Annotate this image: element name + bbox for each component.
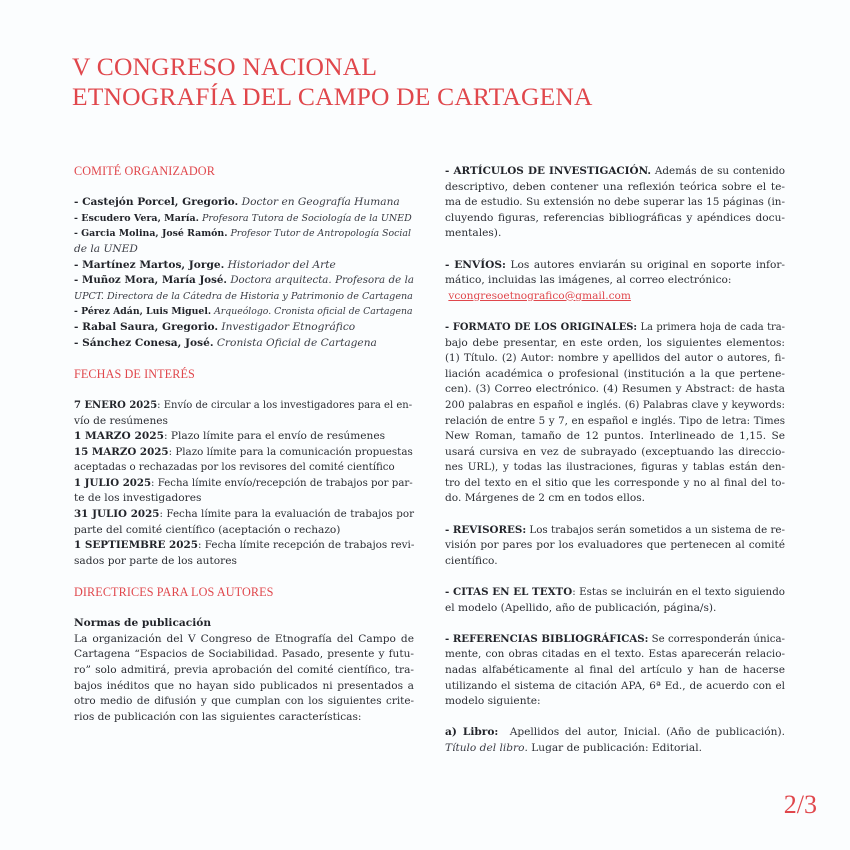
- paragraph-line: rios de publicación con las siguientes características:: [74, 710, 362, 723]
- comite-heading: COMITÉ ORGANIZADOR: [74, 164, 215, 178]
- paragraph-line: relación de entre 5 y 7, en español e inglés. Tipo de letra: Times: [445, 414, 785, 427]
- envios-section: [445, 258, 785, 305]
- paragraph-line: tro del texto en el sitio que les corresponde y no al final del to-: [445, 476, 785, 489]
- paragraph-line: Título del libro. Lugar de publicación: Editorial.: [445, 741, 702, 754]
- section-first-line: - CITAS EN EL TEXTO: Estas se incluirán en el texto siguiendo: [445, 586, 785, 599]
- paragraph-line: cen). (3) Correo electrónico. (4) Resumen y Abstract: de hasta: [445, 383, 785, 396]
- list-item: - Sánchez Conesa, José. Cronista Oficial de Cartagena: [74, 336, 377, 349]
- list-item: - Pérez Adán, Luis Miguel. Arqueólogo. Cronista oficial de Cartagena: [74, 306, 413, 318]
- paragraph-line: 200 palabras en español e inglés. (6) Palabras clave y keywords:: [445, 398, 785, 411]
- paragraph-line: utilizando el sistema de citación APA, 6ª Ed., de acuerdo con el: [445, 679, 785, 692]
- date-item-cont: parte del comité científico (aceptación o rechazo): [74, 523, 341, 536]
- title-line-2: ETNOGRAFÍA DEL CAMPO DE CARTAGENA: [72, 82, 593, 111]
- list-item: - Rabal Saura, Gregorio. Investigador Etnográfico: [74, 320, 356, 333]
- date-item: 31 JULIO 2025: Fecha límite para la evaluación de trabajos por: [74, 508, 414, 521]
- paragraph-line: (1) Título. (2) Autor: nombre y apellidos del autor o autores, fi-: [445, 352, 785, 365]
- title-line-1: V CONGRESO NACIONAL: [72, 52, 378, 81]
- paragraph-line: nes URL), y todas las ilustraciones, figuras y tablas están den-: [445, 461, 785, 474]
- paragraph-line: usará cursiva en vez de subrayado (exceptuando las direccio-: [445, 445, 785, 458]
- date-item-cont: vío de resúmenes: [74, 414, 168, 427]
- section-first-line: - REFERENCIAS BIBLIOGRÁFICAS: Se corresponderán única-: [445, 632, 785, 645]
- paragraph-line: do. Márgenes de 2 cm en todos ellos.: [445, 492, 646, 505]
- section-first-line: - FORMATO DE LOS ORIGINALES: La primera hoja de cada tra-: [445, 321, 785, 333]
- paragraph-line: modelo siguiente:: [445, 695, 541, 708]
- paragraph-line: descriptivo, deben contener una reflexión teórica sobre el te-: [445, 180, 785, 193]
- list-item: - Martínez Martos, Jorge. Historiador del Arte: [74, 258, 336, 271]
- referencias-section: [445, 632, 785, 710]
- citas-section: [445, 585, 785, 616]
- paragraph-line: liación académica o profesional (institución a la que pertene-: [445, 367, 785, 380]
- paragraph-line: ma de estudio. Su extensión no debe superar las 15 páginas (in-: [445, 196, 785, 209]
- revisores-section: [445, 523, 785, 570]
- email-link[interactable]: vcongresoetnografico@gmail.com: [448, 289, 631, 302]
- date-item-cont: sados por parte de los autores: [74, 554, 237, 567]
- articulos-section: [445, 164, 785, 242]
- email-link-line: [445, 289, 785, 305]
- section-first-line: - ENVÍOS: Los autores enviarán su original en soporte infor-: [445, 258, 785, 271]
- date-item: 1 SEPTIEMBRE 2025: Fecha límite recepción de trabajos revi-: [74, 539, 415, 552]
- paragraph-line: otro medio de difusión y que cumplan con los siguientes crite-: [74, 695, 414, 708]
- libro-section: [445, 725, 785, 756]
- paragraph-line: La organización del V Congreso de Etnografía del Campo de: [74, 632, 414, 645]
- directrices-body: [74, 616, 414, 725]
- left-column: [74, 164, 414, 725]
- paragraph-line: científico.: [445, 554, 498, 567]
- page-title: [72, 52, 593, 112]
- paragraph-line: visión por pares por los evaluadores que pertenecen al comité: [445, 539, 785, 552]
- section-first-line: - ARTÍCULOS DE INVESTIGACIÓN. Además de su contenido: [445, 165, 785, 177]
- paragraph-line: bajo debe presentar, en este orden, los siguientes elementos:: [445, 336, 785, 349]
- comite-list: [74, 195, 414, 351]
- list-item: - Garcia Molina, José Ramón. Profesor Tutor de Antropología Social: [74, 228, 411, 240]
- paragraph-line: el modelo (Apellido, año de publicación, página/s).: [445, 601, 717, 614]
- paragraph-line: cluyendo figuras, referencias bibliográficas y apéndices docu-: [445, 211, 785, 224]
- paragraph-line: mente, con obras citadas en el texto. Estas aparecerán relacio-: [445, 648, 785, 661]
- date-item: 1 MARZO 2025: Plazo límite para el envío de resúmenes: [74, 430, 386, 443]
- date-item: 15 MARZO 2025: Plazo límite para la comunicación propuestas: [74, 445, 413, 458]
- paragraph-line: nadas alfabéticamente al final del artículo y han de hacerse: [445, 664, 785, 676]
- paragraph-line: mentales).: [445, 227, 502, 240]
- list-item: - Castejón Porcel, Gregorio. Doctor en Geografía Humana: [74, 196, 400, 209]
- page-number: 2/3: [783, 790, 817, 819]
- date-item-cont: aceptadas o rechazadas por los revisores del comité científico: [74, 462, 395, 474]
- list-item-cont: UPCT. Directora de la Cátedra de Historia y Patrimonio de Cartagena: [74, 290, 413, 302]
- date-item: 1 JULIO 2025: Fecha límite envío/recepción de trabajos por par-: [74, 476, 413, 489]
- list-item-cont: de la UNED: [74, 242, 138, 255]
- paragraph-line: mático, incluidas las imágenes, al correo electrónico:: [445, 274, 732, 287]
- paragraph-line: New Roman, tamaño de 12 puntos. Interlineado de 1,15. Se: [445, 430, 785, 443]
- fechas-list: [74, 398, 414, 570]
- fechas-heading: FECHAS DE INTERÉS: [74, 366, 195, 381]
- list-item: - Escudero Vera, María. Profesora Tutora de Sociología de la UNED: [74, 212, 412, 224]
- paragraph-line: bajos inéditos que no hayan sido publicados ni presentados a: [74, 679, 414, 692]
- formato-section: [445, 320, 785, 507]
- date-item: 7 ENERO 2025: Envío de circular a los investigadores para el en-: [74, 399, 413, 411]
- paragraph-line: Cartagena “Espacios de Sociabilidad. Pasado, presente y futu-: [74, 648, 414, 661]
- right-column: [445, 164, 785, 757]
- list-item: - Muñoz Mora, María José. Doctora arquitecta. Profesora de la: [74, 274, 414, 287]
- subheading: Normas de publicación: [74, 617, 212, 630]
- section-first-line: a) Libro: Apellidos del autor, Inicial. (Año de publicación).: [445, 726, 785, 739]
- date-item-cont: te de los investigadores: [74, 492, 202, 505]
- section-first-line: - REVISORES: Los trabajos serán sometidos a un sistema de re-: [445, 523, 786, 536]
- directrices-heading: DIRECTRICES PARA LOS AUTORES: [74, 585, 274, 600]
- paragraph-line: ro” solo admitirá, previa aprobación del comité científico, tra-: [74, 664, 414, 676]
